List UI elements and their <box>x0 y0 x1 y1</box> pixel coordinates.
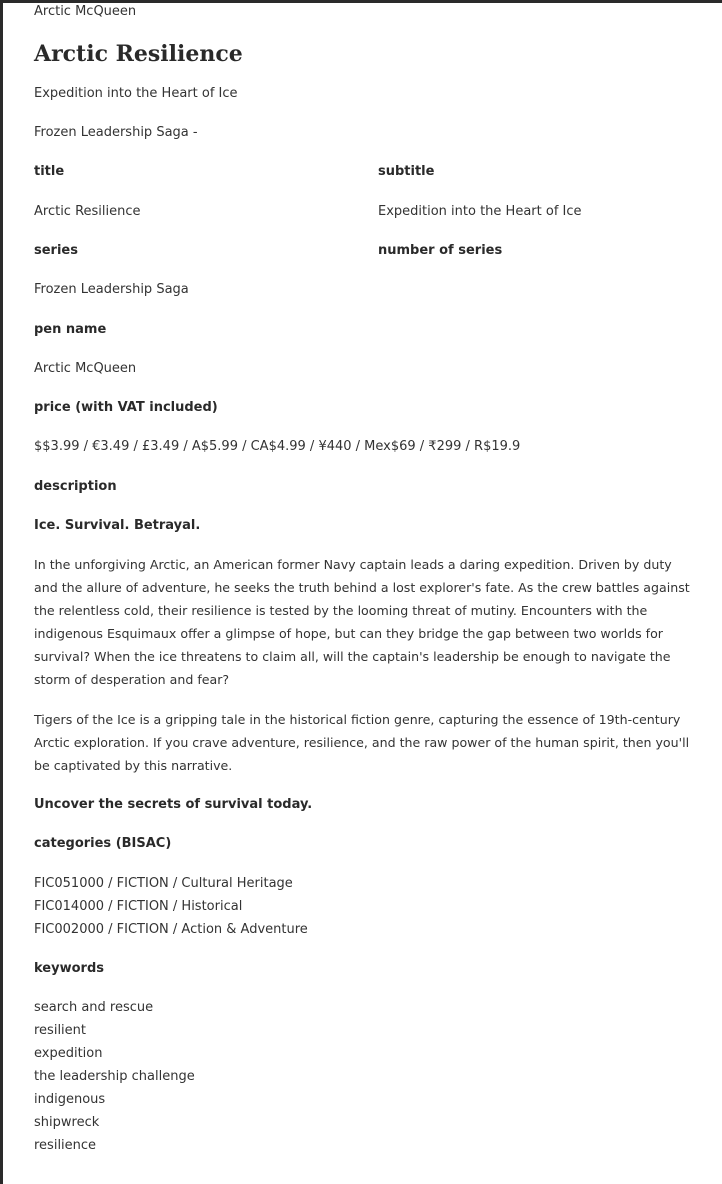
category-item: FIC014000 / FICTION / Historical <box>34 899 243 914</box>
subtitle-value: Expedition into the Heart of Ice <box>378 204 582 219</box>
category-item: FIC051000 / FICTION / Cultural Heritage <box>34 876 293 891</box>
keyword-item: expedition <box>34 1046 103 1061</box>
keyword-item: search and rescue <box>34 1000 154 1015</box>
page-title: Arctic Resilience <box>34 41 243 67</box>
description-paragraph-2: Tigers of the Ice is a gripping tale in the historical fiction genre, capturing the essence of 19th-century Arctic exploration. If you crave adventure, resilience, and the raw power of the human spirit, then you'll be captivated by this narrative. <box>34 712 690 773</box>
pen-name-value: Arctic McQueen <box>34 361 137 376</box>
keyword-item: resilient <box>34 1023 86 1038</box>
header-pen-name: Arctic McQueen <box>34 4 137 19</box>
pen-name-label: pen name <box>34 322 107 337</box>
description-label: description <box>34 479 117 494</box>
keywords-label: keywords <box>34 961 104 976</box>
description-paragraph-1: In the unforgiving Arctic, an American former Navy captain leads a daring expedition. Driven by duty and the allure of adventure, he seeks the truth behind a lost explorer's fate. As the crew battles against the relentless cold, their resilience is tested by the looming threat of mutiny. Encounters with the indigenous Esquimaux offer a glimpse of hope, but can they bridge the gap between two worlds for survival? When the ice threatens to claim all, will the captain's leadership be enough to navigate the storm of desperation and fear? <box>34 557 690 687</box>
categories-list <box>34 872 308 941</box>
price-value: $$3.99 / €3.49 / £3.49 / A$5.99 / CA$4.99 / ¥440 / Mex$69 / ₹299 / R$19.9 <box>34 439 521 454</box>
series-label: series <box>34 243 78 258</box>
number-of-series-label: number of series <box>378 243 503 258</box>
categories-label: categories (BISAC) <box>34 836 172 851</box>
keyword-item: resilience <box>34 1138 97 1153</box>
keyword-item: the leadership challenge <box>34 1069 195 1084</box>
keyword-item: shipwreck <box>34 1115 100 1130</box>
title-label: title <box>34 164 65 179</box>
description-closing: Uncover the secrets of survival today. <box>34 797 313 812</box>
header-series-line: Frozen Leadership Saga - <box>34 125 198 140</box>
price-label: price (with VAT included) <box>34 400 218 415</box>
title-subtitle-values <box>34 203 699 221</box>
left-border <box>0 0 3 1184</box>
title-subtitle-labels <box>34 163 699 181</box>
title-value: Arctic Resilience <box>34 204 141 219</box>
header-subtitle: Expedition into the Heart of Ice <box>34 86 238 101</box>
subtitle-label: subtitle <box>378 164 435 179</box>
category-item: FIC002000 / FICTION / Action & Adventure <box>34 922 308 937</box>
series-value: Frozen Leadership Saga <box>34 282 189 297</box>
keywords-list <box>34 996 195 1157</box>
keyword-item: indigenous <box>34 1092 106 1107</box>
series-labels <box>34 242 699 260</box>
description-tagline: Ice. Survival. Betrayal. <box>34 518 201 533</box>
